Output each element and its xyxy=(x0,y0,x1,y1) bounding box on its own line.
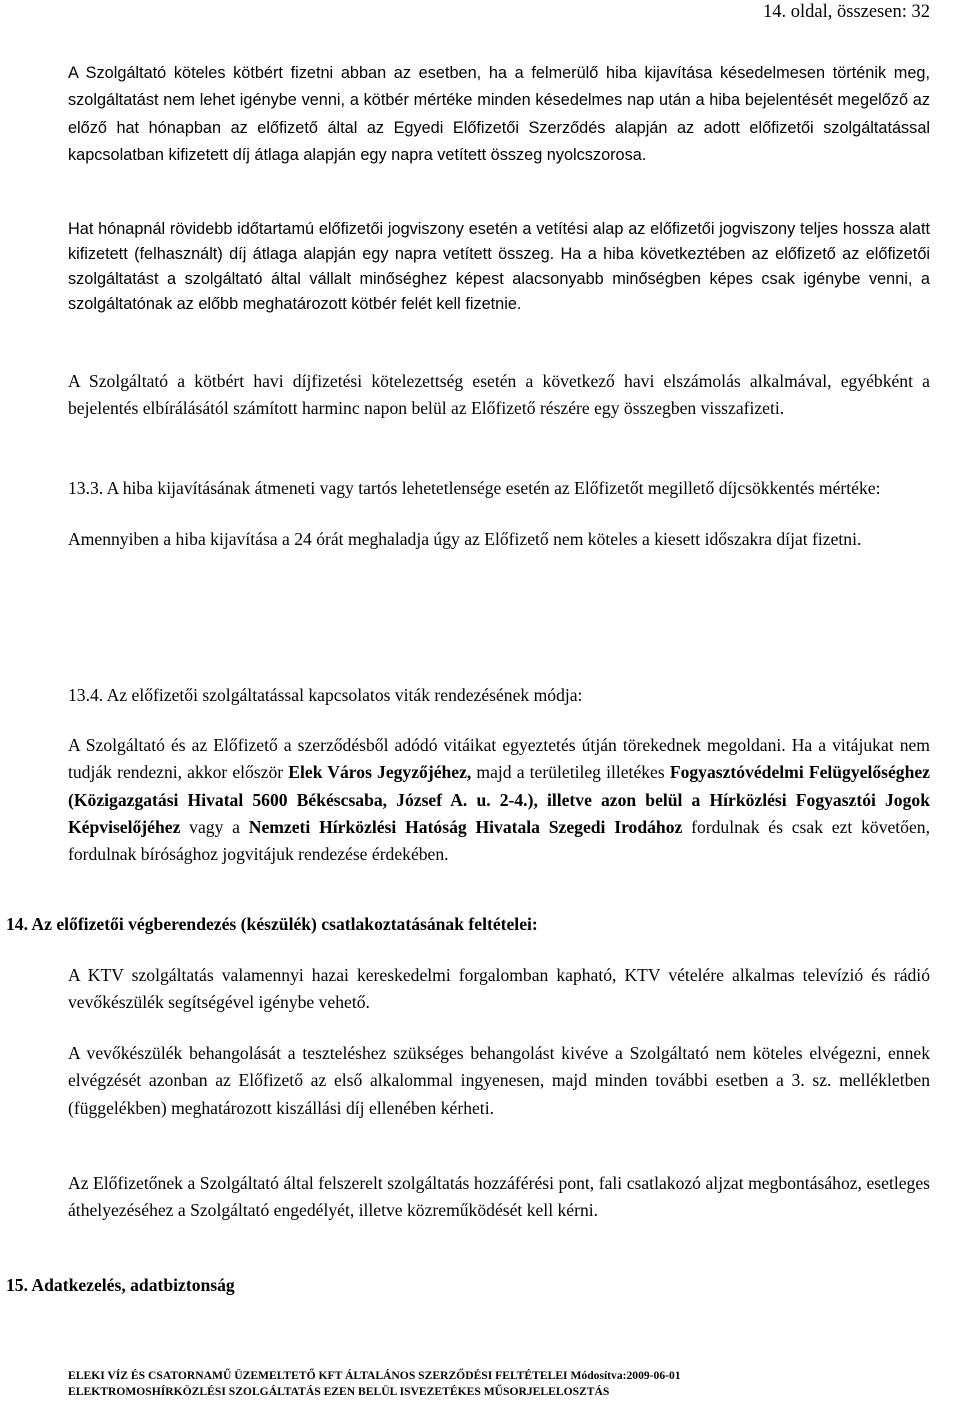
vitarendezes-text-1: A Szolgáltató és az Előfizető a szerződésből adódó vitáikat egyeztetés útján törekednek megoldani. Ha a vitájukat nem tudják rendezni, akkor először xyxy=(68,735,930,783)
vitarendezes-jegyzo: Elek Város Jegyzőjéhez, xyxy=(288,762,472,783)
footer-line-2: ELEKTROMOSHÍRKÖZLÉSI SZOLGÁLTATÁS EZEN BELÜL ISVEZETÉKES MŰSORJELELOSZTÁS xyxy=(68,1385,610,1398)
page-footer xyxy=(68,1368,954,1400)
vitarendezes-text-4: fordulnak és csak ezt követően, fordulnak bírósághoz jogvitájuk rendezése érdekében. xyxy=(68,816,930,865)
section-14-heading: 14. Az előfizetői végberendezés (készülék) csatlakoztatásának feltételei: xyxy=(6,914,538,934)
paragraph-kotber-fizetes: A Szolgáltató köteles kötbért fizetni abban az esetben, ha a felmerülő hiba kijavítása késedelmesen történik meg, szolgáltatást nem lehet igénybe venni, a kötbér mértéke minden késedelmes nap után a hiba bejelentését megelőző az előző hat hónapban az előfizető által az Egyedi Előfizetői Szerződés alapján az adott előfizetői szolgáltatással kapcsolatban kifizetett díj átlaga alapján egy napra vetített összeg nyolcszorosa. xyxy=(68,64,930,164)
paragraph-vetitesi-alap: Hat hónapnál rövidebb időtartamú előfizetői jogviszony esetén a vetítési alap az előfizetői jogviszony teljes hossza alatt kifizetett (felhasznált) díj átlaga alapján egy napra vetített összeg. Ha a hiba következtében az előfizető az előfizetői szolgáltatást a szolgáltató által vállalt minőséghez képest alacsonyabb minőségben képes csak igénybe venni, a szolgáltatónak az előbb meghatározott kötbér felét kell fizetnie. xyxy=(68,220,930,313)
paragraph-ktv-szolgaltatas: A KTV szolgáltatás valamennyi hazai kereskedelmi forgalomban kapható, KTV vételére alkalmas televízió és rádió vevőkészülék segítségével igénybe vehető. xyxy=(68,965,930,1013)
vitarendezes-fogyasztovedelem: Fogyasztóvédelmi Felügyelőséghez (Közigazgatási Hivatal 5600 Békéscsaba, József A. u. 2-4.), illetve azon belül a Hírközlési Fogyasztói Jogok Képviselőjéhez xyxy=(68,762,930,837)
paragraph-kotber-visszafizetes: A Szolgáltató a kötbért havi díjfizetési kötelezettség esetén a következő havi elszámolás alkalmával, egyébként a bejelentés elbírálásától számított harminc napon belül az Előfizető részére egy összegben visszafizeti. xyxy=(68,371,930,419)
vitarendezes-text-2: majd a területileg illetékes xyxy=(471,762,670,783)
paragraph-vitarendezes xyxy=(68,732,930,868)
page-number-label: 14. oldal, összesen: 32 xyxy=(763,2,930,22)
paragraph-dijcsokkentes-text: Amennyiben a hiba kijavítása a 24 órát meghaladja úgy az Előfizető nem köteles a kiesett időszakra díjat fizetni. xyxy=(68,529,862,549)
vitarendezes-nhh: Nemzeti Hírközlési Hatóság Hivatala Szegedi Irodához xyxy=(248,816,683,837)
paragraph-behangolas: A vevőkészülék behangolását a teszteléshez szükséges behangolást kivéve a Szolgáltató nem köteles elvégezni, ennek elvégzését azonban az Előfizető az első alkalommal ingyenesen, majd minden további esetben a 3. sz. mellékletben (függelékben) meghatározott kiszállási díj ellenében kérheti. xyxy=(68,1043,930,1118)
paragraph-hozzaferesi-pont: Az Előfizetőnek a Szolgáltató által felszerelt szolgáltatás hozzáférési pont, fali csatlakozó aljzat megbontásához, esetleges áthelyezéséhez a Szolgáltató engedélyét, illetve közreműködését kell kérni. xyxy=(68,1173,930,1221)
footer-line-1: ELEKI VÍZ ÉS CSATORNAMŰ ÜZEMELTETŐ KFT ÁLTALÁNOS SZERZŐDÉSI FELTÉTELEI Módosítva:2009-06-01 xyxy=(68,1369,681,1382)
section-15-heading: 15. Adatkezelés, adatbiztonság xyxy=(6,1275,235,1295)
page-header xyxy=(0,0,960,28)
paragraph-dijcsokkentes-heading: 13.3. A hiba kijavításának átmeneti vagy tartós lehetetlensége esetén az Előfizetőt megillető díjcsökkentés mértéke: xyxy=(68,478,881,498)
section-13-4-heading: 13.4. Az előfizetői szolgáltatással kapcsolatos viták rendezésének módja: xyxy=(68,685,583,705)
vitarendezes-text-3: vagy a xyxy=(180,816,249,837)
